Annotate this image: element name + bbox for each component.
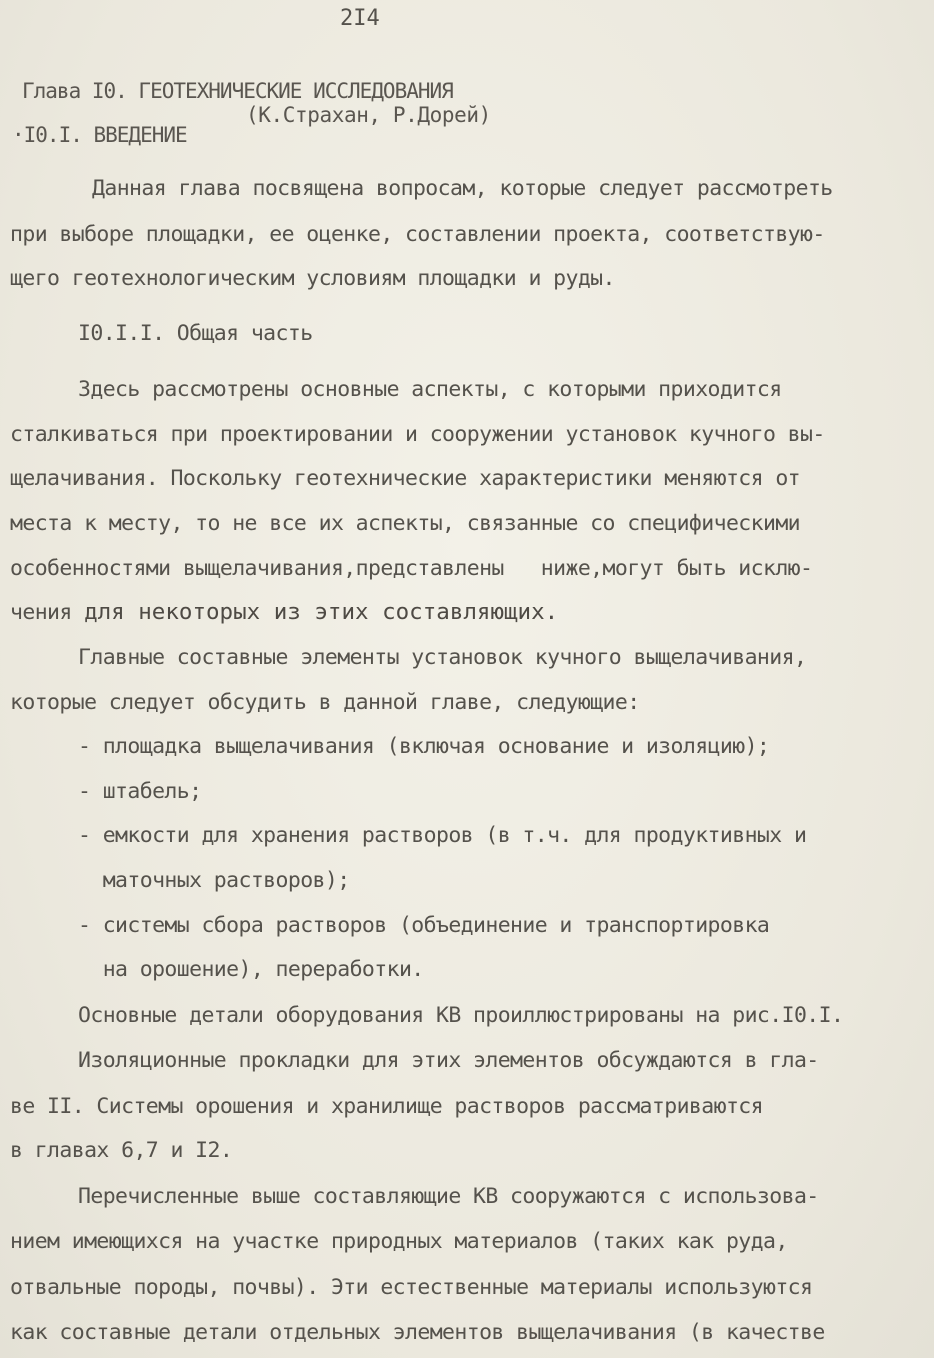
list-item: - емкости для хранения растворов (в т.ч. для продуктивных и [78,823,807,848]
chapter-title: Глава I0. ГЕОТЕХНИЧЕСКИЕ ИССЛЕДОВАНИЯ [22,79,453,103]
subsection-title: I0.I.I. Общая часть [78,321,313,346]
paragraph-line: нием имеющихся на участке природных материалов (таких как руда, [10,1229,788,1254]
paragraph-line: щелачивания. Поскольку геотехнические характеристики меняются от [10,466,801,491]
paragraph-line: Изоляционные прокладки для этих элементов обсуждаются в гла- [78,1048,819,1073]
paragraph-line: особенностями выщелачивания,представлены ниже,могут быть исклю- [10,556,813,581]
intro-line: щего геотехнологическим условиям площадки и руды. [10,266,615,291]
paragraph-line: которые следует обсудить в данной главе, следующие: [10,690,640,715]
list-item: на орошение), переработки. [78,957,424,982]
paragraph-line [10,599,558,626]
paragraph-line: Перечисленные выше составляющие КВ сооружаются с использова- [78,1184,819,1209]
page-number: 2I4 [340,6,380,31]
list-item: - площадка выщелачивания (включая основание и изоляцию); [78,734,770,759]
section-title: ·I0.I. ВВЕДЕНИЕ [12,123,187,147]
list-item: маточных растворов); [78,868,350,893]
inserted-text: для некоторых из этих составляющих. [84,599,559,625]
intro-line: Данная глава посвящена вопросам, которые следует рассмотреть [92,176,833,201]
paragraph-line: Здесь рассмотрены основные аспекты, с которыми приходится [78,377,782,402]
list-item: - системы сбора растворов (объединение и транспортировка [78,913,770,938]
paragraph-line: в главах 6,7 и I2. [10,1138,233,1163]
paragraph-line: сталкиваться при проектировании и сооружении установок кучного вы- [10,422,825,447]
paragraph-line: ве II. Системы орошения и хранилище растворов рассматриваются [10,1094,763,1119]
paragraph-line: Основные детали оборудования КВ проиллюстрированы на рис.I0.I. [78,1003,844,1028]
intro-line: при выборе площадки, ее оценке, составлении проекта, соответствую- [10,222,825,247]
paragraph-line: места к месту, то не все их аспекты, связанные со специфическими [10,511,801,536]
paragraph-line: как составные детали отдельных элементов выщелачивания (в качестве [10,1320,825,1345]
list-item: - штабель; [78,779,202,804]
paragraph-line: отвальные породы, почвы). Эти естественные материалы используются [10,1275,813,1300]
chapter-authors: (К.Страхан, Р.Дорей) [246,103,491,127]
paragraph-line: Главные составные элементы установок кучного выщелачивания, [78,645,807,670]
paragraph-line-start: чения [10,600,85,625]
